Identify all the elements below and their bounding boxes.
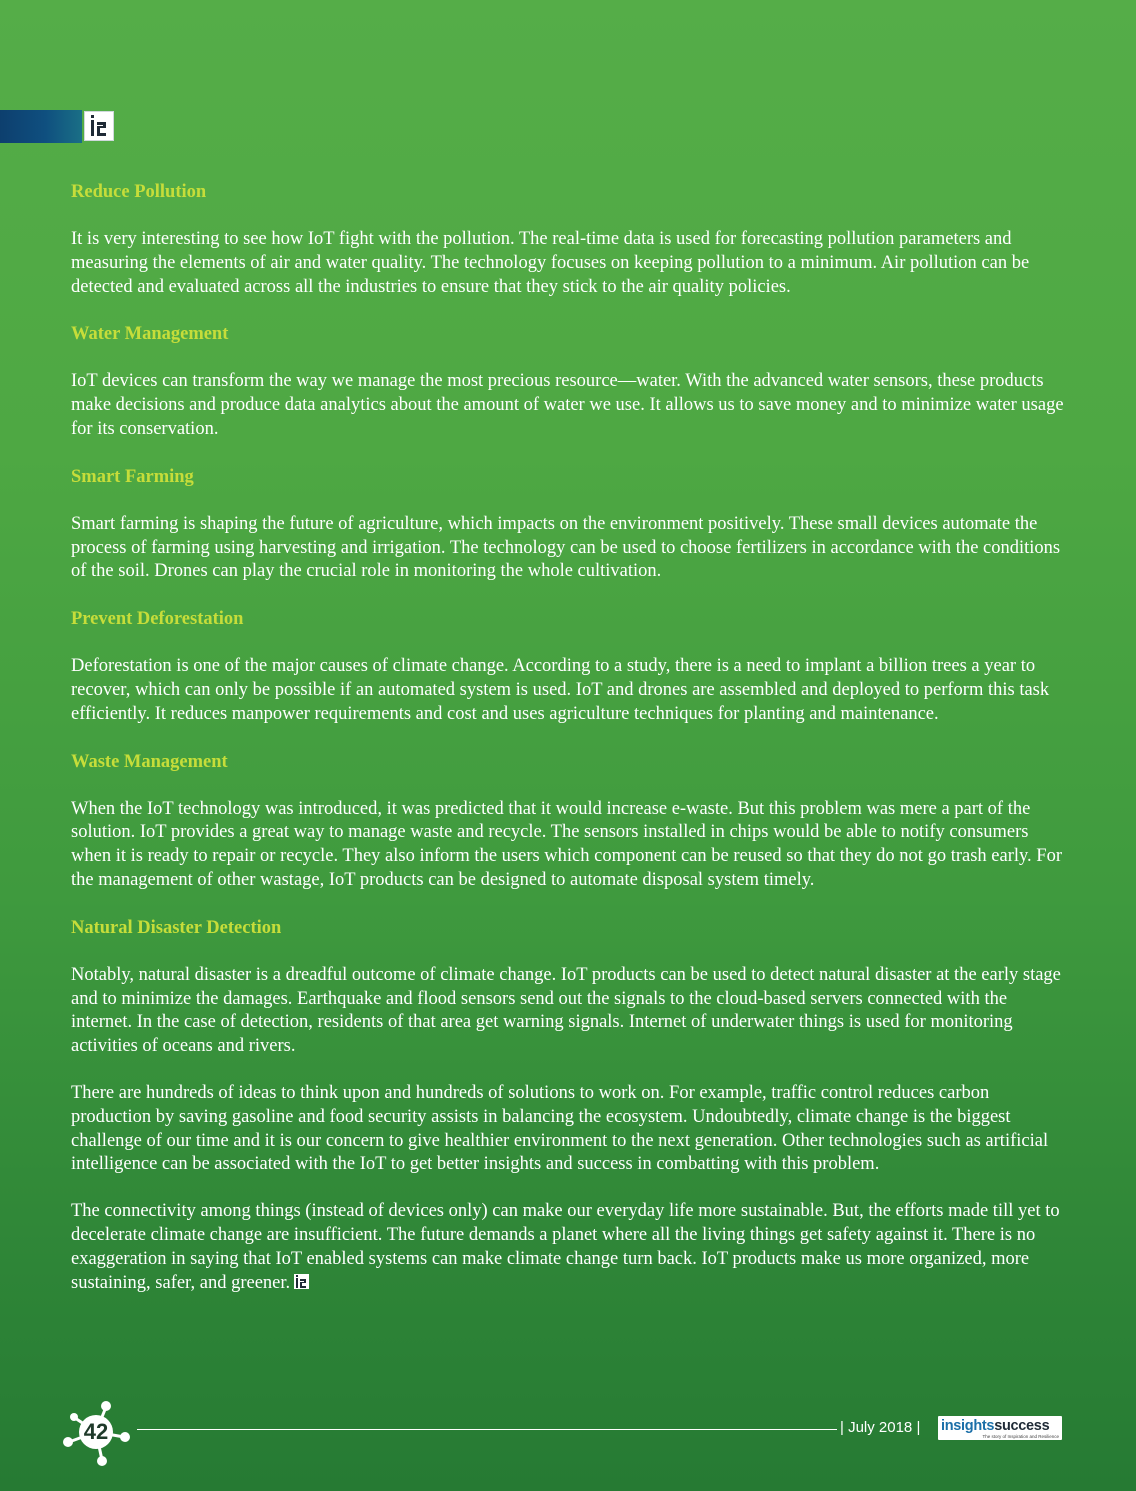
brand-name-part1: insights	[941, 1418, 995, 1434]
header-color-bar	[0, 110, 82, 143]
closing-paragraph-2	[71, 1200, 1067, 1295]
section-smart-farming	[71, 465, 1067, 584]
closing-paragraph-1: There are hundreds of ideas to think upon and hundreds of solutions to work on. For example, traffic control reduces carbon production by saving gasoline and food security assists in balancing the ecosystem. Undoubtedly, climate change is the biggest challenge of our time and it is our concern to give healthier environment to the next generation. Other technologies such as artificial intelligence can be associated with the IoT to get better insights and success in combatting with this problem.	[71, 1082, 1049, 1175]
closing-paragraph-2-text: The connectivity among things (instead of devices only) can make our everyday life more sustainable. But, the efforts made till yet to decelerate climate change are insufficient. The future demands a planet where all the living things get safety against it. There is no exaggeration in saying that IoT enabled systems can make climate change turn back. IoT products make us more organized, more sustaining, safer, and greener.	[71, 1201, 1060, 1293]
i2-logo-icon	[84, 111, 114, 141]
page-number: 42	[83, 1419, 109, 1444]
brand-logo	[938, 1416, 1062, 1440]
brand-tagline: The story of Inspiration and Resilience	[982, 1434, 1059, 1439]
footer-divider	[137, 1429, 837, 1430]
section-heading: Natural Disaster Detection	[71, 917, 282, 938]
section-heading: Reduce Pollution	[71, 182, 207, 202]
i2-end-mark-icon	[294, 1274, 309, 1289]
section-paragraph: Deforestation is one of the major causes of climate change. According to a study, there is a need to implant a billion trees a year to recover, which can only be possible if an automated system is used. IoT and drones are assembled and deployed to perform this task efficiently. It reduces manpower requirements and cost and uses agriculture techniques for planting and maintenance.	[71, 656, 1050, 724]
section-heading: Prevent Deforestation	[71, 609, 244, 630]
section-heading: Waste Management	[71, 751, 228, 772]
page-footer	[0, 1395, 1136, 1465]
section-water-management	[71, 322, 1067, 441]
article-body	[71, 180, 1067, 1318]
section-heading: Smart Farming	[71, 466, 194, 487]
section-paragraph: IoT devices can transform the way we manage the most precious resource—water. With the advanced water sensors, these products make decisions and produce data analytics about the amount of water we use. It allows us to save money and to minimize water usage for its conservation.	[71, 371, 1064, 439]
section-heading: Water Management	[71, 324, 229, 345]
issue-date: | July 2018 |	[840, 1419, 921, 1436]
brand-name	[941, 1417, 1049, 1435]
section-reduce-pollution	[71, 180, 1067, 299]
section-paragraph: When the IoT technology was introduced, it was predicted that it would increase e-waste. But this problem was mere a part of the solution. IoT provides a great way to manage waste and recycle. The sensors installed in chips would be able to notify consumers when it is ready to repair or recycle. They also inform the users which component can be reused so that they do not go trash early. For the management of other wastage, IoT products can be designed to automate disposal system timely.	[71, 798, 1062, 890]
page-number-badge	[60, 1398, 132, 1466]
section-prevent-deforestation	[71, 607, 1067, 726]
section-natural-disaster-detection	[71, 916, 1067, 1059]
section-paragraph: It is very interesting to see how IoT fight with the pollution. The real-time data is used for forecasting pollution parameters and measuring the elements of air and water quality. The technology focuses on keeping pollution to a minimum. Air pollution can be detected and evaluated across all the industries to ensure that they stick to the air quality policies.	[71, 229, 1030, 297]
section-paragraph: Smart farming is shaping the future of agriculture, which impacts on the environment positively. These small devices automate the process of farming using harvesting and irrigation. The technology can be used to choose fertilizers in accordance with the conditions of the soil. Drones can play the crucial role in monitoring the whole cultivation.	[71, 513, 1061, 582]
section-waste-management	[71, 750, 1067, 893]
brand-name-part2: success	[994, 1418, 1050, 1434]
section-paragraph: Notably, natural disaster is a dreadful outcome of climate change. IoT products can be used to detect natural disaster at the early stage and to minimize the damages. Earthquake and flood sensors send out the signals to the cloud-based servers connected with the internet. In the case of detection, residents of that area get warning signals. Internet of underwater things is used for monitoring activities of oceans and rivers.	[71, 964, 1061, 1057]
